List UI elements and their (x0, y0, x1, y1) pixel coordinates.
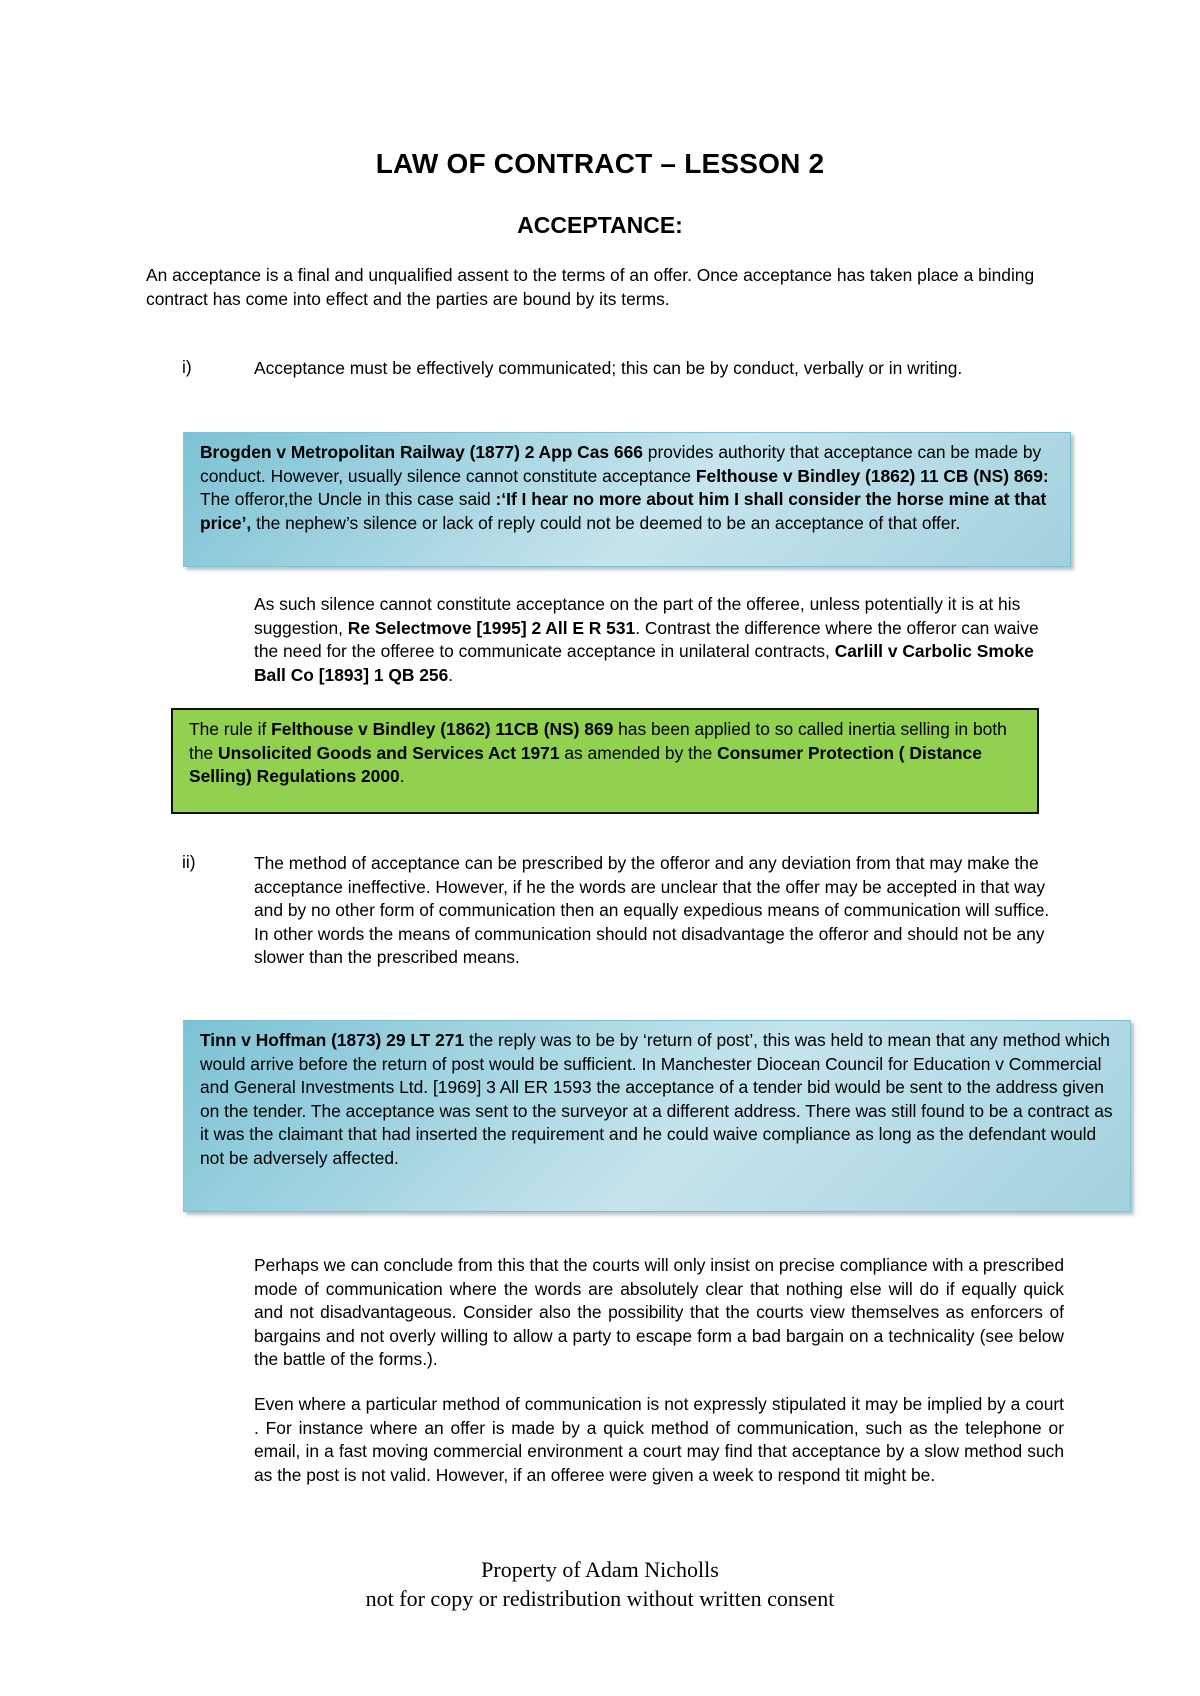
case-brogden: Brogden v Metropolitan Railway (1877) 2 App Cas 666 (200, 442, 643, 462)
box2-text-2: has been applied to so called inertia selling in both the (189, 719, 1007, 763)
case-carlill: Carlill v Carbolic Smoke Ball Co [1893] 1 QB 256 (254, 641, 1034, 685)
case-quote: :‘If I hear no more about him I shall consider the horse mine at that price’, (200, 489, 1047, 533)
footer-notice: not for copy or redistribution without written consent (365, 1586, 835, 1611)
case-box-brogden (183, 432, 1071, 567)
case-felthouse-2: Felthouse v Bindley (1862) 11CB (NS) 869 (271, 719, 614, 739)
box1-text-1: provides authority that acceptance can be made by conduct. However, usually silence cannot constitute acceptance (200, 442, 1042, 486)
paragraph-implied-method: Even where a particular method of communication is not expressly stipulated it may be implied by a court . For instance where an offer is made by a quick method of communication, such as the telephone or email, in a fast moving commercial environment a court may find that acceptance by a slow method such as the post is not valid. However, if an offeree were given a week to respond tit might be. (254, 1394, 1064, 1485)
box2-text-3: as amended by the (559, 742, 718, 763)
case-box-tinn (183, 1020, 1131, 1212)
item-text-1: Acceptance must be effectively communicated; this can be by conduct, verbally or in writing. (254, 358, 963, 378)
intro-paragraph: An acceptance is a final and unqualified assent to the terms of an offer. Once acceptance has taken place a binding contract has come into effect and the parties are bound by its terms. (146, 265, 1035, 309)
item-number-2: ii) (182, 852, 196, 872)
box1-text-3: the nephew’s silence or lack of reply could not be deemed to be an acceptance of that offer. (251, 512, 961, 533)
box1-text-2: The offeror,the Uncle in this case said (200, 489, 496, 509)
para2-text-1: As such silence cannot constitute acceptance on the part of the offeree, unless potentially it is at his suggestion, (254, 594, 1021, 638)
footer-owner: Property of Adam Nicholls (481, 1557, 719, 1582)
case-selectmove: Re Selectmove [1995] 2 All E R 531 (347, 617, 636, 638)
paragraph-conclusion: Perhaps we can conclude from this that the courts will only insist on precise compliance with a prescribed mode of communication where the words are absolutely clear that nothing else will do if equally quick and not disadvantageous. Consider also the possibility that the courts view themselves as enforcers of bargains and not overly willing to allow a party to escape form a bad bargain on a technicality (see below the battle of the forms.). (254, 1255, 1065, 1369)
box3-text-1: the reply was to be by ‘return of post’, this was held to mean that any method which would arrive before the return of post would be sufficient. In Manchester Diocean Council for Education v Commercial and General Investments Ltd. [1969] 3 All ER 1593 the acceptance of a tender bid would be sent to the address given on the tender. The acceptance was sent to the surveyor at a different address. There was still found to be a contract as it was the claimant that had inserted the requirement and he could waive compliance as long as the defendant would not be adversely affected. (200, 1030, 1113, 1168)
item-text-2: The method of acceptance can be prescribed by the offeror and any deviation from that may make the acceptance ineffective. However, if he the words are unclear that the offer may be accepted in that way and by no other form of communication then an equally expedious means of communication will suffice. In other words the means of communication should not disadvantage the offeror and should not be any slower than the prescribed means. (254, 853, 1050, 967)
box2-text-4: . (399, 766, 405, 786)
box2-text-1: The rule if (189, 719, 272, 739)
regulation-distance-selling: Consumer Protection ( Distance Selling) Regulations 2000 (189, 742, 982, 786)
item-number-1: i) (182, 357, 192, 377)
inertia-selling-box (171, 708, 1039, 814)
case-felthouse: Felthouse v Bindley (1862) 11 CB (NS) 869: (695, 465, 1049, 486)
act-unsolicited-goods: Unsolicited Goods and Services Act 1971 (218, 742, 560, 763)
page-title: LAW OF CONTRACT – LESSON 2 (375, 148, 825, 179)
para2-text-3: . (448, 664, 454, 685)
paragraph-silence (254, 593, 1064, 687)
case-tinn: Tinn v Hoffman (1873) 29 LT 271 (200, 1030, 465, 1050)
para2-text-2: . Contrast the difference where the offeror can waive the need for the offeree to communicate acceptance in unilateral contracts, (254, 617, 1039, 661)
section-heading: ACCEPTANCE: (517, 212, 683, 238)
